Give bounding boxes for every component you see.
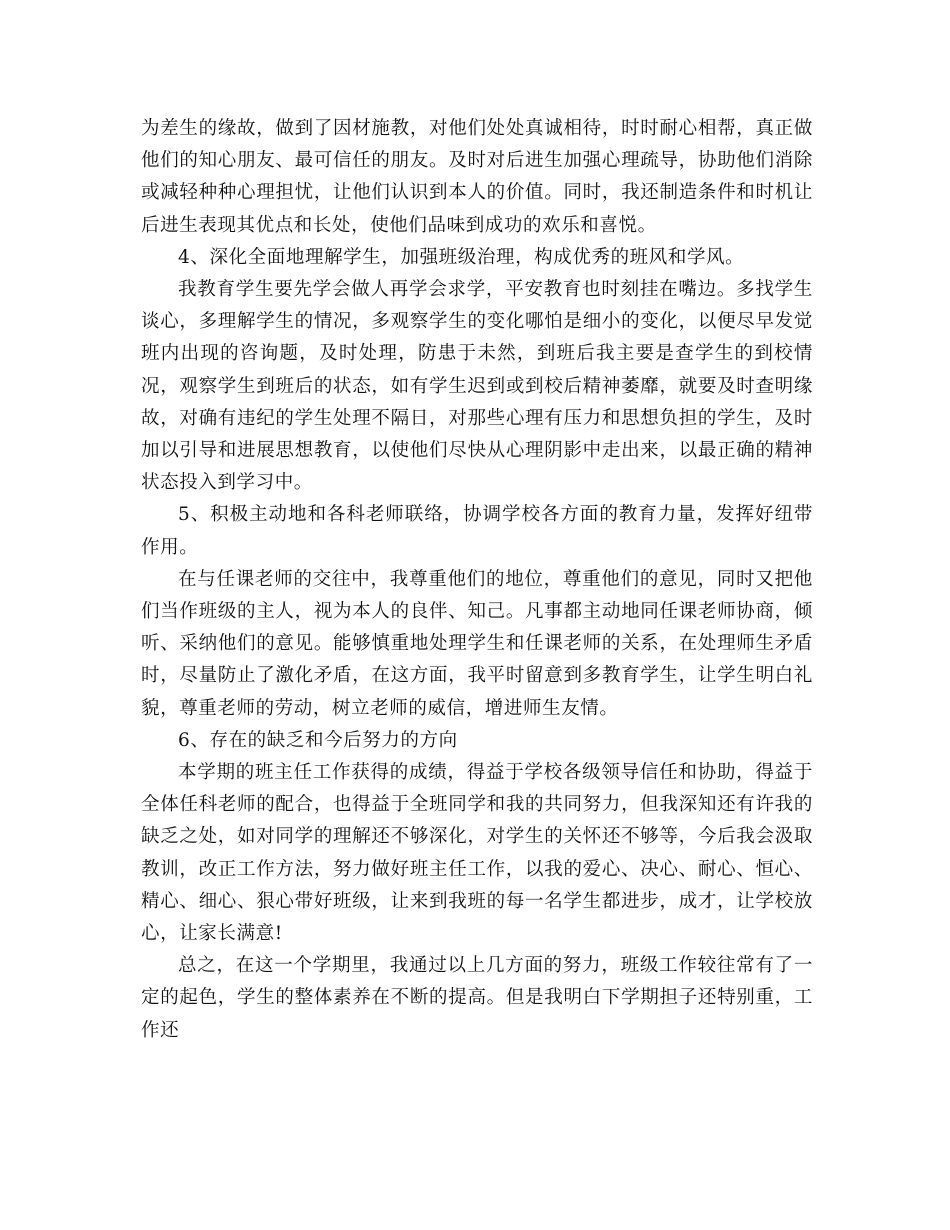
section-heading-4: 4、深化全面地理解学生，加强班级治理，构成优秀的班风和学风。 [178,246,745,268]
section-heading-6: 6、存在的缺乏和今后努力的方向 [178,729,458,751]
document-body [141,113,813,1047]
paragraph-body: 本学期的班主任工作获得的成绩，得益于学校各级领导信任和协助，得益于全体任科老师的配合，也得益于全班同学和我的共同努力，但我深知还有许我的缺乏之处，如对同学的理解还不够深化，对学生的关怀还不够等，今后我会汲取教训，改正工作方法，努力做好班主任工作，以我的爱心、决心、耐心、恒心、精心、细心、狠心带好班级，让来到我班的每一名学生都进步，成才，让学校放心，让家长满意! [141,762,813,945]
paragraph-body: 我教育学生要先学会做人再学会求学，平安教育也时刻挂在嘴边。多找学生谈心，多理解学生的情况，多观察学生的变化哪怕是细小的变化，以便尽早发觉班内出现的咨询题，及时处理，防患于未然，到班后我主要是查学生的到校情况，观察学生到班后的状态，如有学生迟到或到校后精神萎靡，就要及时查明缘故，对确有违纪的学生处理不隔日，对那些心理有压力和思想负担的学生，及时加以引导和进展思想教育，以使他们尽快从心理阴影中走出来，以最正确的精神状态投入到学习中。 [141,279,813,494]
paragraph-body: 总之，在这一个学期里，我通过以上几方面的努力，班级工作较往常有了一定的起色，学生的整体素养在不断的提高。但是我明白下学期担子还特别重，工作还 [141,955,813,1041]
section-heading-5: 5、积极主动地和各科老师联络，协调学校各方面的教育力量，发挥好纽带作用。 [141,504,813,558]
paragraph-body: 在与任课老师的交往中，我尊重他们的地位，尊重他们的意见，同时又把他们当作班级的主人，视为本人的良伴、知己。凡事都主动地同任课老师协商，倾听、采纳他们的意见。能够慎重地处理学生和任课老师的关系，在处理师生矛盾时，尽量防止了激化矛盾，在这方面，我平时留意到多教育学生，让学生明白礼貌，尊重老师的劳动，树立老师的威信，增进师生友情。 [141,568,813,719]
paragraph-body: 为差生的缘故，做到了因材施教，对他们处处真诚相待，时时耐心相帮，真正做他们的知心朋友、最可信任的朋友。及时对后进生加强心理疏导，协助他们消除或减轻种种心理担忧，让他们认识到本人的价值。同时，我还制造条件和时机让后进生表现其优点和长处，使他们品味到成功的欢乐和喜悦。 [141,118,813,236]
